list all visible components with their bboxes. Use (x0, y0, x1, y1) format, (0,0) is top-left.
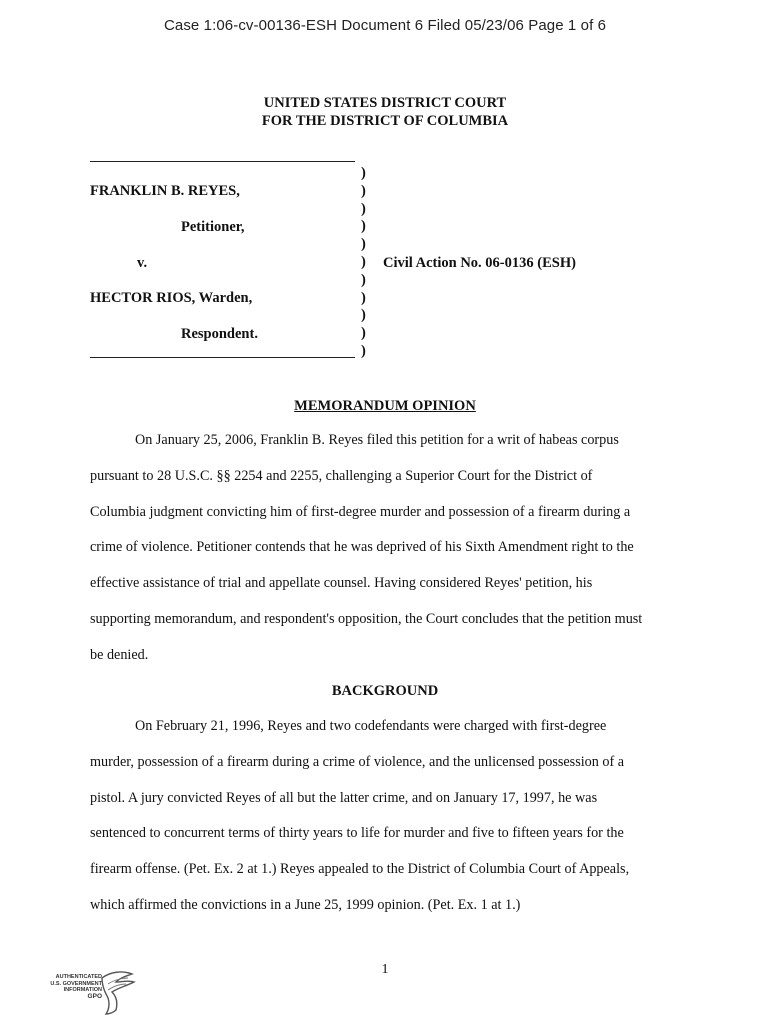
opinion-intro-line: effective assistance of trial and appellate counsel. Having considered Reyes' petition, his (90, 575, 593, 592)
background-line: firearm offense. (Pet. Ex. 2 at 1.) Reyes appealed to the District of Columbia Court of Appeals, (90, 861, 630, 878)
memorandum-opinion-title: MEMORANDUM OPINION (294, 398, 476, 414)
opinion-intro-line: Columbia judgment convicting him of first-degree murder and possession of a firearm during a (90, 503, 631, 520)
petitioner-name: FRANKLIN B. REYES, (90, 183, 240, 199)
court-name-line-2: FOR THE DISTRICT OF COLUMBIA (261, 113, 509, 129)
case-header: Case 1:06-cv-00136-ESH Document 6 Filed 05/23/06 Page 1 of 6 (163, 17, 607, 34)
opinion-intro-line: be denied. (90, 646, 149, 663)
caption-paren: ) (361, 289, 366, 306)
respondent-role: Respondent. (181, 326, 258, 342)
page-number: 1 (381, 962, 389, 977)
caption-paren: ) (361, 218, 366, 235)
background-line: murder, possession of a firearm during a crime of violence, and the unlicensed possession of a (90, 753, 625, 770)
background-line: sentenced to concurrent terms of thirty years to life for murder and five to fifteen years for the (90, 825, 624, 842)
opinion-intro-line: pursuant to 28 U.S.C. §§ 2254 and 2255, challenging a Superior Court for the District of (90, 467, 593, 484)
background-line: On February 21, 1996, Reyes and two codefendants were charged with first-degree (135, 718, 607, 734)
background-line: which affirmed the convictions in a June 25, 1999 opinion. (Pet. Ex. 1 at 1.) (90, 897, 521, 913)
versus-label: v. (137, 255, 148, 271)
gpo-seal-text: AUTHENTICATED U.S. GOVERNMENT INFORMATION GPO (50, 974, 102, 1000)
court-name-line-1: UNITED STATES DISTRICT COURT (263, 95, 507, 111)
caption-paren: ) (361, 182, 366, 199)
civil-action-number: Civil Action No. 06-0136 (ESH) (383, 255, 576, 271)
opinion-intro-line: crime of violence. Petitioner contends that he was deprived of his Sixth Amendment right to the (90, 539, 634, 556)
caption-paren: ) (361, 236, 366, 253)
opinion-intro-line: On January 25, 2006, Franklin B. Reyes filed this petition for a writ of habeas corpus (135, 432, 619, 448)
background-title: BACKGROUND (331, 683, 439, 699)
court-name (0, 94, 770, 130)
caption-paren: ) (361, 307, 366, 324)
eagle-icon (98, 970, 138, 1016)
respondent-name: HECTOR RIOS, Warden, (90, 290, 253, 306)
gpo-authentication-seal (40, 970, 140, 1016)
caption-top-rule (90, 161, 355, 162)
caption-bottom-rule (90, 357, 355, 358)
petitioner-role: Petitioner, (181, 219, 245, 235)
caption-paren: ) (361, 271, 366, 288)
caption-paren: ) (361, 342, 366, 359)
opinion-intro-line: supporting memorandum, and respondent's opposition, the Court concludes that the petition must (90, 611, 643, 627)
caption-paren: ) (361, 165, 366, 181)
caption-paren: ) (361, 200, 366, 217)
caption-paren: ) (361, 325, 366, 342)
background-line: pistol. A jury convicted Reyes of all but the latter crime, and on January 17, 1997, he was (90, 789, 598, 806)
caption-paren: ) (361, 253, 366, 270)
caption-paren-column (361, 165, 366, 361)
